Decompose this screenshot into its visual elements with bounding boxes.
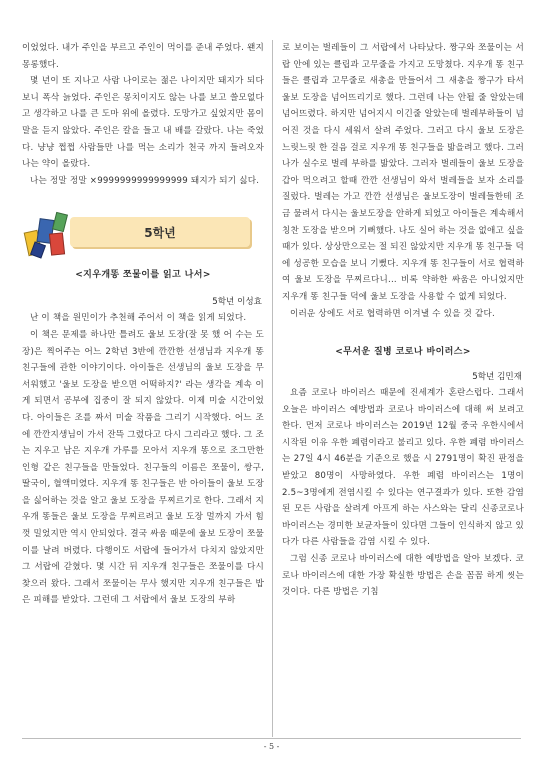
footer-rule xyxy=(22,738,521,739)
colored-blocks-icon xyxy=(24,213,68,257)
grade-banner xyxy=(22,211,264,261)
article-paragraph: 요즘 코로나 바이러스 때문에 진세계가 혼란스럽다. 그래서 오늘은 바이러스 예방법과 코로나 바이러스에 대해 써 보려고 한다. 먼저 코로나 바이러스는 2019년 12월 중국 우한시에서 시작된 이유 우한 폐렴이라고 불리고 있다. 우한 폐렴 바이러스는 27일 4시 46분을 기준으로 했을 시 2791명이 확진 판정을 받았고 80명이 사망하였다. 우한 폐렴 바이러스는 1명이 2.5~3명에게 전염시킬 수 있다는 연구결과가 있다. 또한 감염된 모든 사람을 살려게 아프게 하는 사스와는 달리 신종코로나 바이러스는 경미한 보균자들이 있다면 그들이 인식하지 않고 있다가 다른 사람들을 감염 시킬 수 있다. xyxy=(282,388,524,548)
right-column xyxy=(282,40,524,601)
article-title: <지우개똥 쪼물이를 읽고 나서> xyxy=(75,270,211,281)
article-paragraph: 난 이 책을 원민이가 추천해 주어서 이 책을 읽게 되었다. xyxy=(30,313,247,324)
article-paragraph: 그럼 신종 코로나 바이러스에 대한 예방법을 알아 보겠다. 코로나 바이러스에 대한 가장 확실한 방법은 손을 꼼꼼 하게 씻는 것이다. 다른 방법은 기침 xyxy=(282,554,524,598)
story-paragraph: 이었었다. 내가 주인을 부르고 주인이 먹이를 준내 주었다. 왠지 몽롱했다. xyxy=(22,43,264,70)
article-paragraph: 로 보이는 벌레들이 그 서랍에서 나타났다. 짱구와 쪼물이는 서랍 안에 있는 클립과 고무줄을 가지고 도망쳤다. 지우개 똥 친구들은 클립과 고무줄로 새총을 만들어서 그 새총을 짱구가 타서 울보 도장을 넘어뜨리기로 했다. 그런데 나는 안될 줄 알았는데 넘어뜨렸다. 하지만 넘어지시 이긴줄 알았는데 벌레부하들이 넘어진 것을 다시 세워서 살려 주었다. 그러고 다시 울보 도장은 느릿느릿 한 걸음 걸로 지우개 똥 친구들을 밟을려고 했다. 그러나가 실수로 벌레 부하를 밟았다. 그러자 벌레들이 울보 도장을 갑아 먹으려고 할때 깐깐 선생님이 와서 벌레들을 보자 소리를 질렀다. 벌레는 가고 깐깐 선생님은 울보도장이 벌레들한테 조금 물려서 다시는 울보도장을 안하게 되었고 아이들은 계속해서 칭찬 도장을 받으며 기뻐했다. 나도 실어 하는 것을 없애고 싶을 때가 있다. 상상만으로는 절 되진 않았지만 지우개 똥 친구들 덕에 성공한 모습을 보니 기뻤다. 지우개 똥 친구들이 서로 협력하여 울보 도장을 무찌르다니... 비록 약하한 싸움은 아니었지만 지우개 똥 친구들 덕에 울보 도장을 사용할 수 없게 되었다. xyxy=(282,43,524,302)
page-number: - 5 - xyxy=(263,742,280,751)
article-paragraph: 이 책은 문제를 하나만 틀려도 울보 도장(잘 못 했 어 수는 도장)은 찍어주는 어느 2학년 3반에 깐깐한 선생님과 지우개 똥 친구들에 관한 이야기이다. 아이들은 선생님의 울보 도장을 무서워했고 '울보 도장을 받으면 어떡하지?' 라는 생각을 계속 이게 되면서 공부에 집중이 잘 되지 않았다. 이제 미술 시간이었다. 아이들은 조를 짜서 미술 작품을 그리기 시작했다. 어느 조에 깐깐지생님이 가서 잔뜩 그렸다고 다시 그리라고 했다. 그 조는 지우고 남은 지우개 가루를 모아서 지우개 똥으로 조그만한 인형 같은 친구들을 만들었다. 친구들의 이름은 쪼물이, 쌍구, 딸국이, 혈액미였다. 지우개 똥 친구들은 반 아이들이 울보 도장을 싫어하는 것을 알고 울보 도장을 무찌르기로 한다. 그래서 지우개 똥들은 울보 도장을 무찌르려고 울보 도장 멀까지 가서 힘껏 밀었지만 역시 안되었다. 결국 싸움 때문에 울보 도장이 쪼물이를 날려 버렸다. 다행이도 서랍에 들어가서 다치지 않았지만 그 서랍에 갇혔다. 몇 시간 뒤 지우개 친구들은 쪼물이를 다시 찾으러 왔다. 그래서 쪼물이는 무사 했지만 지우개 친구들은 밥은 피해를 받았다. 그런데 그 서랍에서 울보 도장의 부하 xyxy=(22,329,264,606)
article-title: <무서운 질병 코로나 바이러스> xyxy=(335,347,471,358)
article-paragraph: 이러운 상에도 서로 협력하면 이겨낼 수 있을 것 같다. xyxy=(290,308,495,319)
article-byline: 5학년 이성효 xyxy=(212,297,262,308)
column-divider xyxy=(272,40,273,737)
left-column xyxy=(22,40,264,609)
story-paragraph: 몇 년이 또 지나고 사람 나이로는 젊은 나이지만 돼지가 되다보니 폭삭 늙었다. 주인은 몽치이지도 않는 나를 보고 쓸모없다고 생각하고 나를 큰 도마 위에 올렸다. 도망가고 싶었지만 몸이 말을 듣지 않았다. 주인은 칼을 들고 내 배를 갈랐다. 나는 죽었다. 냥냥 쩝쩝 사람들만 나를 먹는 소리가 천국 까지 들려오자 나는 약이 올랐다. xyxy=(22,76,264,170)
grade-label: 5학년 xyxy=(70,217,250,247)
article-byline: 5학년 김민재 xyxy=(472,372,522,383)
story-paragraph: 나는 정말 정말 ×9999999999999999 돼지가 되기 싫다. xyxy=(30,175,260,186)
